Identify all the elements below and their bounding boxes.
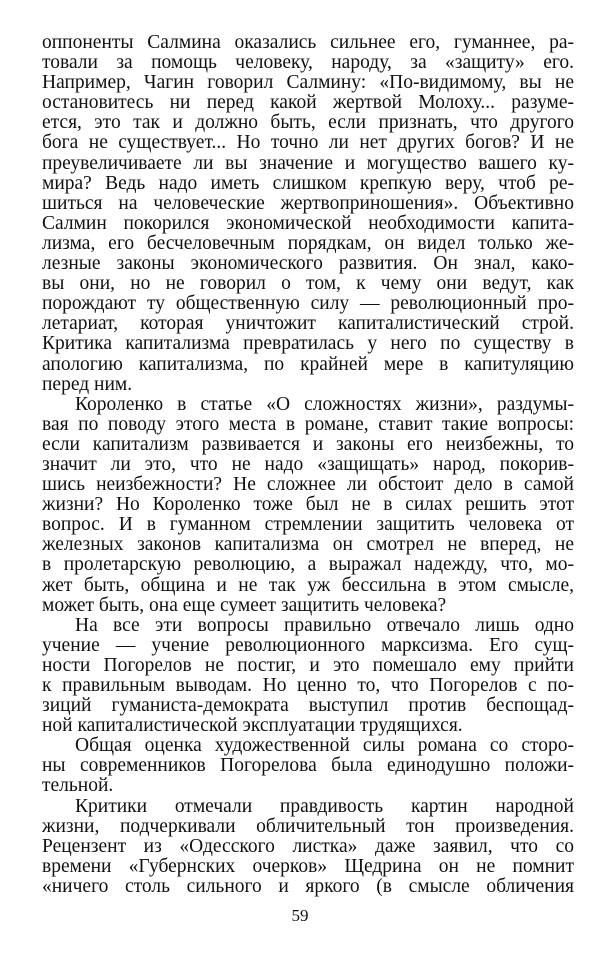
text-line: товали за помощь человеку, народу, за «защиту» его.	[42, 52, 574, 74]
text-line: преувеличиваете ли вы значение и могущество вашего ку-	[42, 152, 574, 174]
text-line: вопрос. И в гуманном стремлении защитить человека от	[42, 514, 574, 536]
text-line: перед ним.	[42, 373, 133, 395]
text-line: железных законов капитализма он смотрел не вперед, не	[42, 534, 574, 556]
text-line: На все эти вопросы правильно отвечало лишь одно	[75, 614, 574, 636]
text-line: Например, Чагин говорил Салмину: «По-видимому, вы не	[42, 72, 574, 94]
text-line: жет быть, община и не так уж бессильна в этом смысле,	[42, 574, 574, 596]
text-line: лезные законы экономического развития. Он знал, како-	[42, 253, 574, 275]
text-line: ны современников Погорелова была единодушно положи-	[42, 755, 574, 777]
text-line: если капитализм развивается и законы его неизбежны, то	[42, 433, 574, 455]
text-line: шись неизбежности? Не сложнее ли обстоит дело в самой	[42, 474, 574, 496]
paragraph	[42, 395, 574, 616]
text-line: лизма, его бесчеловечным порядкам, он видел только же-	[42, 232, 574, 254]
text-line: бога не существует... Но точно ли нет других богов? И не	[42, 132, 574, 154]
text-line: вая по поводу этого места в романе, ставит такие вопросы:	[42, 413, 574, 435]
text-line: апологию капитализма, по крайней мере в капитуляцию	[42, 353, 574, 375]
text-line: Общая оценка художественной силы романа со сторо-	[75, 735, 574, 757]
text-line: остановитесь ни перед какой жертвой Молоху... разуме-	[42, 92, 574, 114]
text-line: летариат, которая уничтожит капиталистический строй.	[42, 313, 574, 335]
text-line: Короленко в статье «О сложностях жизни», раздумы-	[75, 393, 574, 415]
text-line: зиций гуманиста-демократа выступил против беспощад-	[42, 695, 574, 717]
paragraph	[42, 616, 574, 737]
text-line: жизни, подчеркивали обличительный тон произведения.	[42, 815, 574, 837]
text-line: Критика капитализма превратилась у него по существу в	[42, 333, 574, 355]
paragraph	[42, 797, 574, 897]
text-line: тельной.	[42, 775, 114, 797]
text-line: учение — учение революционного марксизма. Его сущ-	[42, 634, 574, 656]
text-line: к правильным выводам. Но ценно то, что Погорелов с по-	[42, 675, 574, 696]
text-line: в пролетарскую революцию, а выражал надежду, что, мо-	[42, 554, 574, 576]
text-line: шиться на человеческие жертвоприношения». Объективно	[42, 192, 574, 214]
text-line: «ничего столь сильного и яркого (в смысле обличения	[42, 875, 574, 897]
paragraph	[42, 736, 574, 796]
text-line: Критики отмечали правдивость картин народной	[75, 795, 574, 817]
text-line: ется, это так и должно быть, если признать, что другого	[42, 112, 574, 134]
text-line: ной капиталистической эксплуатации трудящихся.	[42, 715, 463, 737]
text-line: ности Погорелов не постиг, и это помешало ему прийти	[42, 654, 574, 676]
text-line: вы они, но не говорил о том, к чему они ведут, как	[42, 273, 574, 295]
text-line: Рецензент из «Одесского листка» даже заявил, что со	[42, 835, 574, 857]
page-number: 59	[291, 906, 309, 925]
text-line: мира? Ведь надо иметь слишком крепкую веру, чтоб ре-	[42, 172, 574, 194]
text-line: значит ли это, что не надо «защищать» народ, покорив-	[42, 453, 574, 475]
page-body	[42, 33, 574, 897]
text-line: жизни? Но Короленко тоже был не в силах решить этот	[42, 494, 574, 516]
paragraph	[42, 33, 574, 395]
text-line: Салмин покорился экономической необходимости капита-	[42, 212, 574, 234]
text-line: времени «Губернских очерков» Щедрина он не помнит	[42, 855, 574, 877]
text-line: может быть, она еще сумеет защитить человека?	[42, 594, 447, 616]
text-line: оппоненты Салмина оказались сильнее его, гуманнее, ра-	[42, 32, 574, 53]
text-line: порождают ту общественную силу — революционный про-	[42, 293, 574, 315]
